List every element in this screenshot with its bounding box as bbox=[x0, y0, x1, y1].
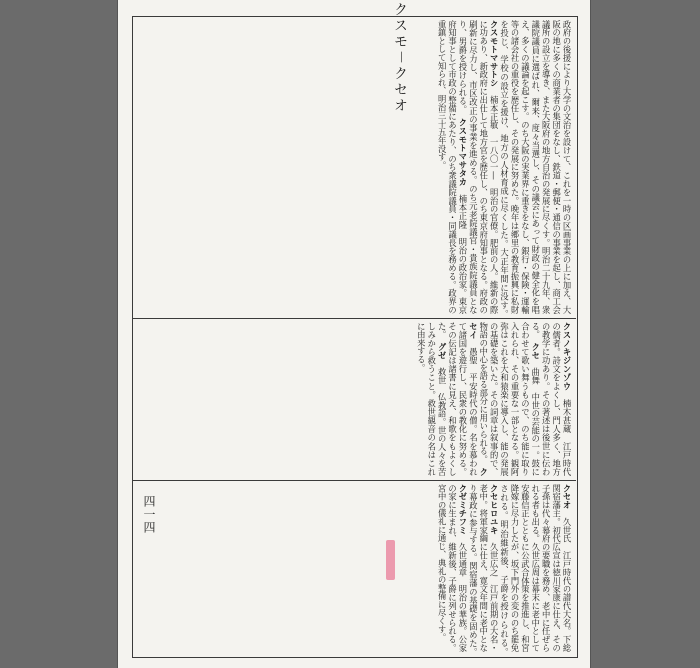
entry-body: 救世 仏教語。世の人々を苦しみから救うこと。救世観音の名はこれに由来する。 bbox=[416, 322, 448, 477]
entry-headword: クスノキジンゾウ bbox=[562, 322, 572, 400]
dictionary-entry bbox=[500, 484, 572, 660]
entry-body: 久世氏 江戸時代の譜代大名。下総関宿藩主。初代広宣は徳川家康に仕え、その子孫は代々幕府の要職を務め、老中に任ぜられる者も出る。久世広周は幕末に老中として安藤信正とともに公武合体策を推進し、和宮降嫁に尽力したが、坂下門外の変ののち罷免される。明治維新後、子爵を授けられる。 bbox=[499, 484, 572, 661]
entry-body: 楠本正敏 一八〇一― 明治の官僚。肥前の人。維新の際に功あり、新政府に出仕して地方官を歴任し、のち東京府知事となる。府政の刷新に尽力し、市区改正の事業を進める。のち元老院議官・貴族院議員となり、男爵を授けられる。 bbox=[457, 20, 500, 315]
band-bottom-text bbox=[136, 484, 572, 661]
text-band-middle bbox=[136, 322, 572, 476]
dictionary-entry bbox=[479, 322, 541, 476]
text-band-top bbox=[136, 20, 572, 323]
document-page bbox=[118, 0, 590, 668]
entry-body: 楠本正隆 明治の政治家。東京府知事として市政の整備にあたり、のち衆議院議員・同議長を務める。政界の重鎮として知られ、明治三十五年没す。 bbox=[437, 20, 468, 315]
band-middle-text bbox=[136, 322, 572, 476]
entry-headword: グゼ bbox=[437, 342, 448, 368]
entry-headword: クセ bbox=[530, 342, 541, 368]
entry-body: 曲舞 中世の芸能の一。鼓に合わせて歌い舞うもので、のち能に取り入れられ、その重要な一部となる。観阿弥はこれを大和猿楽に導入し、能の発展の基礎を築いた。その詞章は叙事的で、物語の中心を語る部分に用いられる。 bbox=[478, 322, 541, 477]
band-top-text bbox=[136, 20, 572, 323]
highlight-mark bbox=[386, 540, 395, 580]
entry-headword: クゼミチフミ bbox=[457, 484, 468, 543]
dictionary-entry bbox=[437, 484, 468, 652]
entry-headword: クセイ bbox=[468, 322, 489, 476]
entry-body: 久世通章 明治の華族。公家の家に生まれ、維新後、子爵に列せられる。宮中の儀礼に通じ、典礼の整備に尽くす。 bbox=[437, 484, 468, 652]
dictionary-entry bbox=[416, 322, 447, 476]
entry-headword: クスモトマサトシ bbox=[489, 20, 500, 96]
band-divider-2 bbox=[132, 480, 576, 481]
dictionary-entry bbox=[500, 20, 572, 322]
text-band-bottom bbox=[136, 484, 572, 661]
page-number: 四一四 bbox=[142, 495, 156, 534]
dictionary-entry bbox=[468, 484, 499, 660]
entry-body: 楠木甚蔵 江戸時代の儒者。詩文をよくし、門人多く、地方の教学に功あり。その著述は後世に伝わる。 bbox=[530, 322, 572, 477]
entry-body: 愚聖 平安時代の僧。名を慕われて諸国を遊行し、民衆の教化に努める。その伝記は諸書に見え、和歌をもよくした。 bbox=[437, 322, 479, 477]
entry-headword: クスモトマサタカ bbox=[457, 118, 468, 195]
entry-body: 政府の後援により大学の文治を設けて、これを一時の区画事業の上に加え、大阪の地に多くの商業者の集団をなし、鉄道・郵便・通信の事業を起し、商工会議所の設立を導き、また大阪府の地方自治の発展に尽くす。明治二十九年、衆議院議員に選ばれ、爾来、度々当選し、その議会にあって財政の健全化を唱え、多くの議論を起こす。のち大阪の実業界に重きをなし、銀行・保険・運輸等の諸会社の重役を歴任し、その発展に努めた。晩年は郷里の教育振興に私財を投じ、学校の設立を援け、地方の人材育成に尽くした。大正年間に没す。 bbox=[499, 20, 572, 323]
entry-body: 久世広之 江戸前期の大名・老中。将軍家綱に仕え、寛文年間に老中となり幕政に参与する。関宿藩の基礎を固めた。 bbox=[468, 484, 500, 661]
entry-headword: クセオ bbox=[562, 484, 572, 518]
running-head-title: クスモ－クセオ bbox=[392, 2, 408, 114]
entry-headword: クセヒロユキ bbox=[489, 484, 500, 543]
